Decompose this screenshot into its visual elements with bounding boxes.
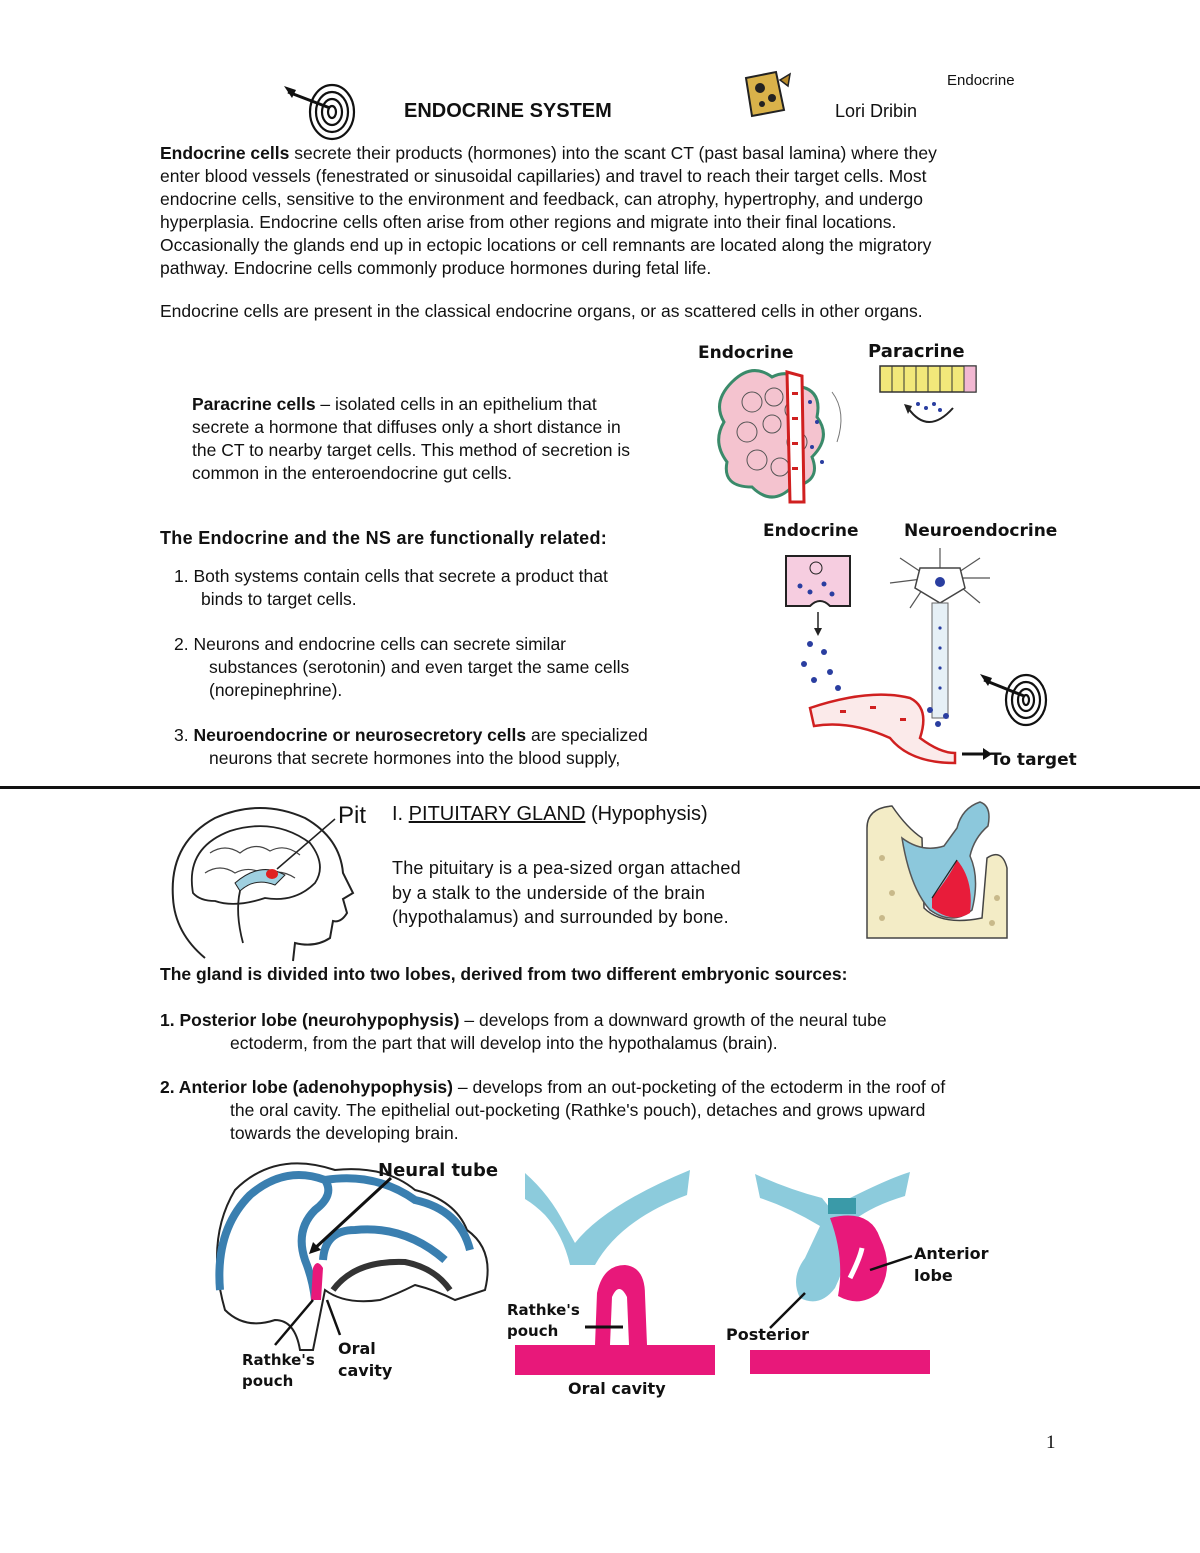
pituitary-heading-main: PITUITARY GLAND [408,803,586,825]
lobe-1-rest: – develops from a downward growth of the neural tube [459,1010,887,1030]
ns-item-3-num: 3. [174,725,194,745]
intro-line: pathway. Endocrine cells commonly produce hormones during fetal life. [160,258,712,278]
fig3-lobe: lobe [914,1266,953,1285]
fig3-pouch-a: pouch [242,1372,294,1390]
ns-list [174,565,648,770]
ns-item-1-cont: binds to target cells. [201,589,357,609]
pituitary-description [392,856,741,930]
pit-label: Pit [338,802,367,829]
intro-line: Occasionally the glands end up in ectopic locations or cell remnants are located along the migratory [160,235,932,255]
ns-heading: The Endocrine and the NS are functionally related: [160,528,608,548]
ns-item-2: 2. Neurons and endocrine cells can secrete similar [174,634,566,654]
paracrine-line: – isolated cells in an epithelium that [315,394,597,414]
lobe-2-cont: the oral cavity. The epithelial out-pocketing (Rathke's pouch), detaches and grows upward [230,1100,926,1120]
fig2-neuroendocrine-label: Neuroendocrine [904,521,1058,541]
paracrine-paragraph [192,393,630,485]
pituitary-heading-paren: (Hypophysis) [585,803,708,825]
page-title: ENDOCRINE SYSTEM [404,100,612,122]
fig3-rathke-b: Rathke's [507,1301,580,1319]
endocrine-vs-neuroendocrine-illustration [780,548,1080,768]
paracrine-line: common in the enteroendocrine gut cells. [192,463,513,483]
lobe-2-cont: towards the developing brain. [230,1123,459,1143]
paracrine-line: secrete a hormone that diffuses only a short distance in [192,417,621,437]
embryo-neural-tube-illustration [205,1150,505,1370]
fig3-neural-tube-label: Neural tube [378,1160,499,1181]
intro-line: hyperplasia. Endocrine cells often arise from other regions and migrate into their final locations. [160,212,897,232]
ns-item-3-cont: neurons that secrete hormones into the blood supply, [209,748,621,768]
to-target-label: To target [990,750,1077,770]
section-divider [0,786,1200,789]
intro-paragraph-2: Endocrine cells are present in the classical endocrine organs, or as scattered cells in other organs. [160,301,923,321]
lobe-1 [160,1009,887,1055]
fig3-oral-cavity-label-b: Oral cavity [568,1379,666,1398]
lobe-2-rest: – develops from an out-pocketing of the ectoderm in the roof of [453,1077,946,1097]
dart-target-icon [282,82,362,142]
ns-item-1: 1. Both systems contain cells that secrete a product that [174,566,608,586]
intro-paragraph-1 [160,142,1060,280]
ns-item-3-rest: are specialized [526,725,648,745]
rathke-pouch-illustration [515,1165,715,1385]
ns-item-3-lead: Neuroendocrine or neurosecretory cells [193,725,527,745]
fig3-anterior: Anterior [914,1244,989,1263]
fig3-rathke-label-a [242,1350,315,1392]
intro-line: enter blood vessels (fenestrated or sinusoidal capillaries) and travel to reach their target cells. Most [160,166,927,186]
lobe-1-lead: 1. Posterior lobe (neurohypophysis) [160,1010,460,1030]
intro-line: endocrine cells, sensitive to the environment and feedback, can atrophy, hypertrophy, and undergo [160,189,924,209]
paracrine-cells-illustration [878,364,980,436]
ns-item-3 [174,724,648,747]
author-name: Lori Dribin [835,101,918,121]
lobes-heading: The gland is divided into two lobes, derived from two different embryonic sources: [160,964,848,984]
lobe-1-cont: ectoderm, from the part that will develop into the hypothalamus (brain). [230,1033,778,1053]
header-corner-label: Endocrine [947,72,1015,89]
lobe-2-lead: 2. Anterior lobe (adenohypophysis) [160,1077,453,1097]
fig3-oral-cavity-label-a [338,1338,392,1382]
intro-lead: Endocrine cells [160,143,290,163]
pituitary-heading-num: I. [392,803,409,825]
ns-item-2-cont: (norepinephrine). [209,680,343,700]
fig2-endocrine-label: Endocrine [763,521,859,541]
fig1-paracrine-label: Paracrine [868,341,965,362]
paracrine-lead: Paracrine cells [192,394,316,414]
fig3-rathke-a: Rathke's [242,1351,315,1369]
paracrine-line: the CT to nearby target cells. This method of secretion is [192,440,631,460]
fig1-endocrine-label: Endocrine [698,343,794,363]
page-number: 1 [1046,1432,1056,1453]
fig3-rathke-label-b [507,1300,580,1342]
pituitary-desc-line: (hypothalamus) and surrounded by bone. [392,907,729,927]
lobe-2 [160,1076,945,1145]
endocrine-gland-illustration [712,362,862,512]
pituitary-desc-line: The pituitary is a pea-sized organ attached [392,858,741,878]
pituitary-gland-illustration [862,798,1012,943]
dart-target-icon-small [980,672,1050,728]
formed-pituitary-illustration [750,1168,930,1378]
fig3-cavity-a: cavity [338,1361,393,1380]
puzzle-clipart-icon [742,70,792,120]
fig3-anterior-lobe-label [914,1243,989,1287]
fig3-pouch-b: pouch [507,1322,559,1340]
pituitary-heading [392,803,708,826]
intro-line: secrete their products (hormones) into the scant CT (past basal lamina) where they [289,143,937,163]
fig3-oral-a: Oral [338,1339,376,1358]
ns-item-2-cont: substances (serotonin) and even target the same cells [209,657,630,677]
fig3-posterior-label: Posterior [726,1325,809,1344]
pituitary-desc-line: by a stalk to the underside of the brain [392,882,706,903]
